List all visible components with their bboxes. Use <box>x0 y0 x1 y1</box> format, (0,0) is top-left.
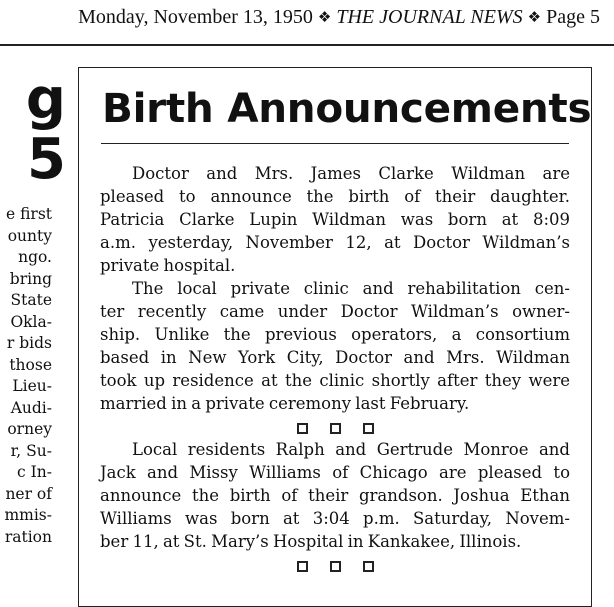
announcement-paragraph <box>100 438 570 553</box>
square-ornament-icon <box>363 423 374 434</box>
adjacent-text-line: Okla- <box>10 312 52 331</box>
text-line: a.m. yesterday, November 12, at Doctor Wildman’s <box>100 233 570 252</box>
text-line: The local private clinic and rehabilitation cen- <box>132 279 570 298</box>
adjacent-headline <box>0 67 66 192</box>
adjacent-text-line: ner of <box>5 484 52 503</box>
adjacent-article-fragment <box>0 48 66 575</box>
adjacent-text-line: Audi- <box>10 398 52 417</box>
title-rule <box>101 143 569 144</box>
announcement-text <box>100 162 570 576</box>
text-line: ter recently came under Doctor Wildman’s owner- <box>100 302 570 321</box>
adjacent-headline-line: g <box>25 67 66 132</box>
text-line: based in New York City, Doctor and Mrs. Wildman <box>100 348 570 367</box>
issue-date: Monday, November 13, 1950 <box>78 6 313 28</box>
text-line: married in a private ceremony last February. <box>100 394 470 413</box>
header-separator-ornament: ❖ <box>527 8 542 26</box>
square-ornament-icon <box>363 561 374 572</box>
text-line: announce the birth of their grandson. Joshua Ethan <box>100 486 570 505</box>
adjacent-text-line: ration <box>4 527 52 546</box>
adjacent-text-line: orney <box>7 420 52 438</box>
text-line: Local residents Ralph and Gertrude Monroe and <box>132 440 570 459</box>
running-header <box>0 6 600 29</box>
adjacent-text-line: State <box>10 291 52 309</box>
adjacent-article-text <box>0 204 52 548</box>
square-ornament-icon <box>330 561 341 572</box>
square-ornament-icon <box>297 561 308 572</box>
text-line: Williams was born at 3:04 p.m. Saturday, Novem- <box>100 509 570 528</box>
adjacent-text-line: ngo. <box>18 248 52 266</box>
adjacent-text-line: ounty <box>7 226 52 245</box>
section-divider <box>100 415 570 438</box>
newspaper-name: THE JOURNAL NEWS <box>336 6 523 28</box>
text-line: Doctor and Mrs. James Clarke Wildman are <box>132 164 570 183</box>
birth-announcements-box <box>78 67 592 607</box>
text-line: ber 11, at St. Mary’s Hospital in Kankakee, Illinois. <box>100 532 522 551</box>
square-ornament-icon <box>297 423 308 434</box>
adjacent-text-line: Lieu- <box>12 377 52 395</box>
text-line: Patricia Clarke Lupin Wildman was born at 8:09 <box>100 210 570 229</box>
announcement-paragraph <box>100 162 570 277</box>
adjacent-text-line: r bids <box>6 334 52 352</box>
header-separator-ornament: ❖ <box>317 8 332 26</box>
adjacent-text-line: bring <box>9 269 52 288</box>
text-line: ship. Unlike the previous operators, a consortium <box>100 325 570 344</box>
page-number: Page 5 <box>546 6 600 28</box>
text-line: pleased to announce the birth of their daughter. <box>100 187 570 206</box>
adjacent-text-line: r, Su- <box>10 441 52 460</box>
adjacent-text-line: those <box>9 355 52 374</box>
text-line: private hospital. <box>100 256 236 275</box>
header-rule <box>0 44 614 46</box>
section-divider <box>100 553 570 576</box>
adjacent-text-line: c In- <box>17 463 52 481</box>
adjacent-text-line: e first <box>5 205 52 223</box>
text-line: took up residence at the clinic shortly after they were <box>100 371 570 390</box>
announcement-paragraph <box>100 277 570 415</box>
section-title: Birth Announcements <box>102 84 592 132</box>
adjacent-text-line: mmis- <box>4 506 52 524</box>
text-line: Jack and Missy Williams of Chicago are pleased to <box>100 463 570 482</box>
adjacent-headline-line: 5 <box>27 127 66 192</box>
square-ornament-icon <box>330 423 341 434</box>
